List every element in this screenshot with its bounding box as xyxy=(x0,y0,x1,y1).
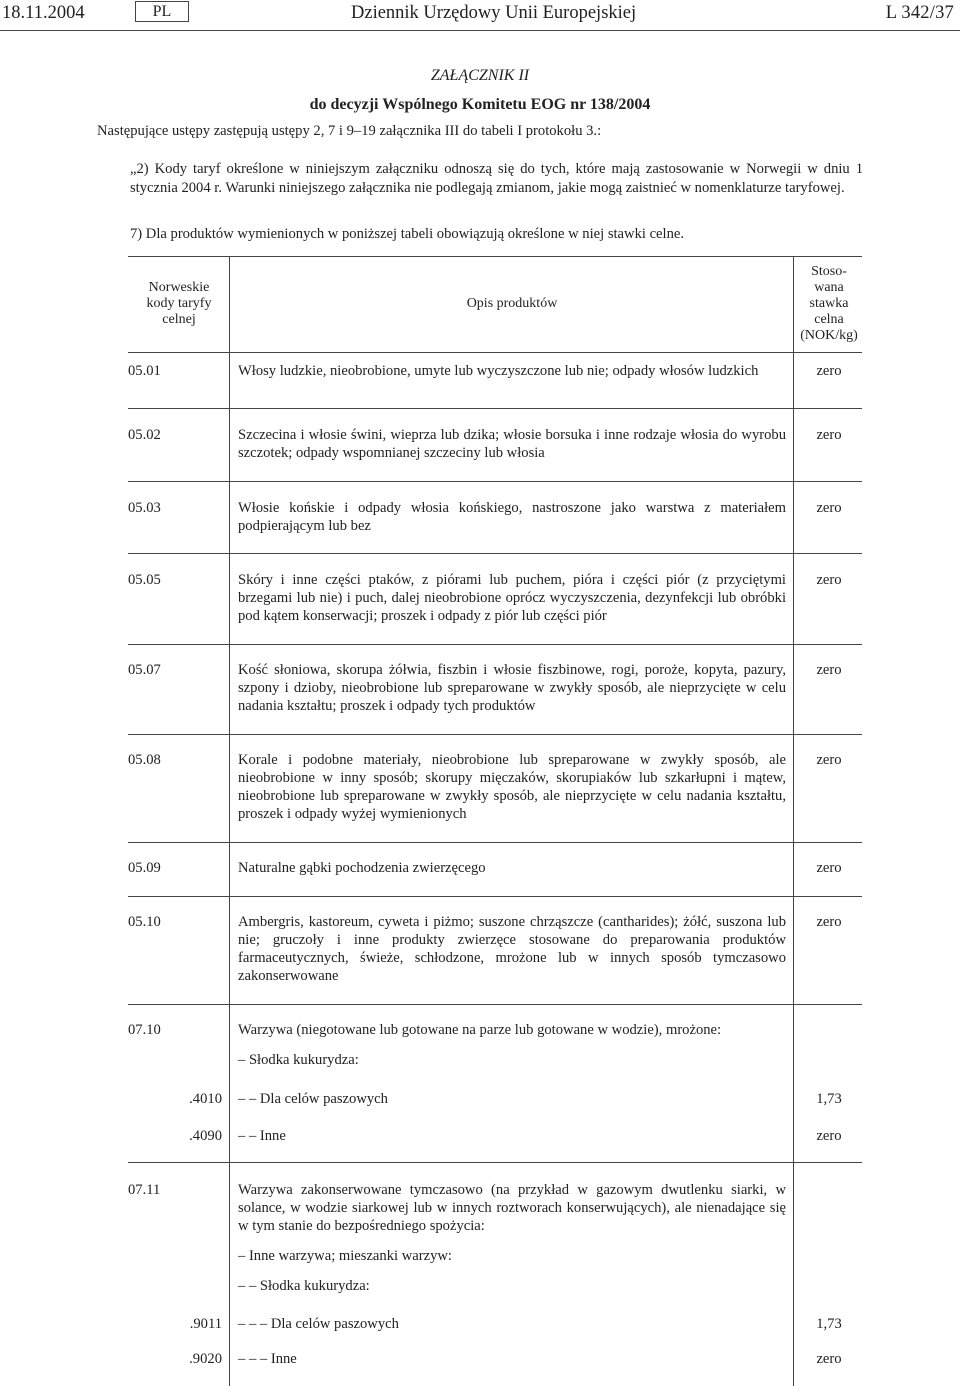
row-rule xyxy=(128,734,862,735)
row-description: – Słodka kukurydza: xyxy=(238,1052,359,1068)
row-rule xyxy=(128,1162,862,1163)
row-rate: zero xyxy=(816,752,842,768)
table-top-rule xyxy=(128,256,862,257)
column-divider-1 xyxy=(229,256,230,1386)
row-code: 05.10 xyxy=(128,914,161,930)
column-divider-2 xyxy=(793,256,794,1386)
row-rate: zero xyxy=(816,427,842,443)
row-rule xyxy=(128,1004,862,1005)
header-code: Norweskie kody taryfy celnej xyxy=(146,280,212,327)
row-rate: zero xyxy=(816,1128,842,1144)
row-code: 05.05 xyxy=(128,572,161,588)
row-description: Włosy ludzkie, nieobrobione, umyte lub wyczyszczone lub nie; odpady włosów ludzkich xyxy=(238,363,759,379)
header-divider xyxy=(0,30,960,31)
row-description: – – Dla celów paszowych xyxy=(238,1091,388,1107)
row-code: 05.08 xyxy=(128,752,161,768)
row-description: Naturalne gąbki pochodzenia zwierzęcego xyxy=(238,860,486,876)
row-code: .4010 xyxy=(189,1091,222,1107)
page-header xyxy=(0,0,960,30)
row-code: 07.11 xyxy=(128,1182,161,1198)
annex-title: ZAŁĄCZNIK II xyxy=(430,67,530,84)
page-reference: L 342/37 xyxy=(885,3,954,23)
row-code: .9020 xyxy=(189,1351,222,1367)
row-rule xyxy=(128,896,862,897)
paragraph-2: „2) Kody taryf określone w niniejszym załączniku odnoszą się do tych, które mają zastosowanie w Norwegii w dniu 1 stycznia 2004 r. Warunki niniejszego załącznika nie podlegają zmianom, jakie mogą zaistnieć w nomenklaturze taryfowej. xyxy=(130,161,863,196)
row-description: – – Inne xyxy=(238,1128,286,1144)
header-description: Opis produktów xyxy=(466,296,558,311)
intro-text: Następujące ustępy zastępują ustępy 2, 7 i 9–19 załącznika III do tabeli I protokołu 3.: xyxy=(97,123,602,139)
row-description: – – Słodka kukurydza: xyxy=(238,1278,370,1294)
header-rate: Stoso- wana stawka celna (NOK/kg) xyxy=(800,264,858,343)
row-description: Kość słoniowa, skorupa żółwia, fiszbin i włosie fiszbinowe, rogi, poroże, kopyta, pazury, szpony i dzioby, nieobrobione lub spreparowane w zwykły sposób, ale nieprzycięte w celu nadania kształtu; proszek i odpady tych produktów xyxy=(238,662,786,714)
row-code: 05.09 xyxy=(128,860,161,876)
row-rate: zero xyxy=(816,500,842,516)
row-description: – – – Inne xyxy=(238,1351,297,1367)
publication-date: 18.11.2004 xyxy=(2,3,85,23)
row-description: Korale i podobne materiały, nieobrobione lub spreparowane w zwykły sposób, ale nieobrobione w inny sposób; skorupy mięczaków, skorupiaków lub szkarłupni i mątew, nieobrobione lub spreparowane w zwykły sposób, ale nieprzycięte w celu nadania kształtu, proszek i odpady wyżej wymienionych xyxy=(238,752,786,822)
row-code: .4090 xyxy=(189,1128,222,1144)
row-rate: zero xyxy=(816,1351,842,1367)
row-rate: 1,73 xyxy=(816,1091,842,1107)
row-description: Szczecina i włosie świni, wieprza lub dzika; włosie borsuka i inne rodzaje włosia do wyrobu szczotek; odpady wspomnianej szczeciny lub włosia xyxy=(238,427,786,461)
row-description: Włosie końskie i odpady włosia końskiego, nastroszone jako warstwa z materiałem podpierającym lub bez xyxy=(238,500,786,534)
row-code: 05.01 xyxy=(128,363,161,379)
row-rule xyxy=(128,408,862,409)
row-rate: zero xyxy=(816,363,842,379)
row-rate: zero xyxy=(816,572,842,588)
row-rate: zero xyxy=(816,860,842,876)
decision-title: do decyzji Wspólnego Komitetu EOG nr 138/2004 xyxy=(309,96,651,113)
row-rate: zero xyxy=(816,662,842,678)
row-description: – Inne warzywa; mieszanki warzyw: xyxy=(238,1248,452,1264)
row-rate: zero xyxy=(816,914,842,930)
row-code: 05.07 xyxy=(128,662,161,678)
header-bottom-rule xyxy=(128,352,862,353)
row-rule xyxy=(128,553,862,554)
row-rule xyxy=(128,644,862,645)
row-rate: 1,73 xyxy=(816,1316,842,1332)
row-code: 05.02 xyxy=(128,427,161,443)
row-code: 05.03 xyxy=(128,500,161,516)
row-code: .9011 xyxy=(189,1316,222,1332)
journal-title: Dziennik Urzędowy Unii Europejskiej xyxy=(351,3,637,23)
language-badge: PL xyxy=(135,1,189,22)
row-rule xyxy=(128,842,862,843)
row-description: Skóry i inne części ptaków, z piórami lub puchem, pióra i części piór (z przyciętymi brzegami lub nie) i puch, dalej nieobrobione oprócz wyczyszczenia, dezynfekcji lub obróbki pod kątem konserwacji; proszek i odpady z piór lub części piór xyxy=(238,572,786,624)
row-rule xyxy=(128,481,862,482)
row-description: Warzywa (niegotowane lub gotowane na parze lub gotowane w wodzie), mrożone: xyxy=(238,1022,722,1038)
row-code: 07.10 xyxy=(128,1022,161,1038)
row-description: – – – Dla celów paszowych xyxy=(238,1316,399,1332)
row-description: Ambergris, kastoreum, cyweta i piżmo; suszone chrząszcze (cantharides); żółć, suszona lub nie; gruczoły i inne produkty zwierzęce stosowane do preparowania produktów farmaceutycznych, świeże, schłodzone, mrożone lub w innych sposób tymczasowo zakonserwowane xyxy=(238,914,786,984)
paragraph-7: 7) Dla produktów wymienionych w poniższej tabeli obowiązują określone w niej stawki celne. xyxy=(130,226,685,242)
row-description: Warzywa zakonserwowane tymczasowo (na przykład w gazowym dwutlenku siarki, w solance, w wodzie siarkowej lub w innych roztworach konserwujących), ale nienadające się w tym stanie do bezpośredniego spożycia: xyxy=(238,1182,786,1234)
